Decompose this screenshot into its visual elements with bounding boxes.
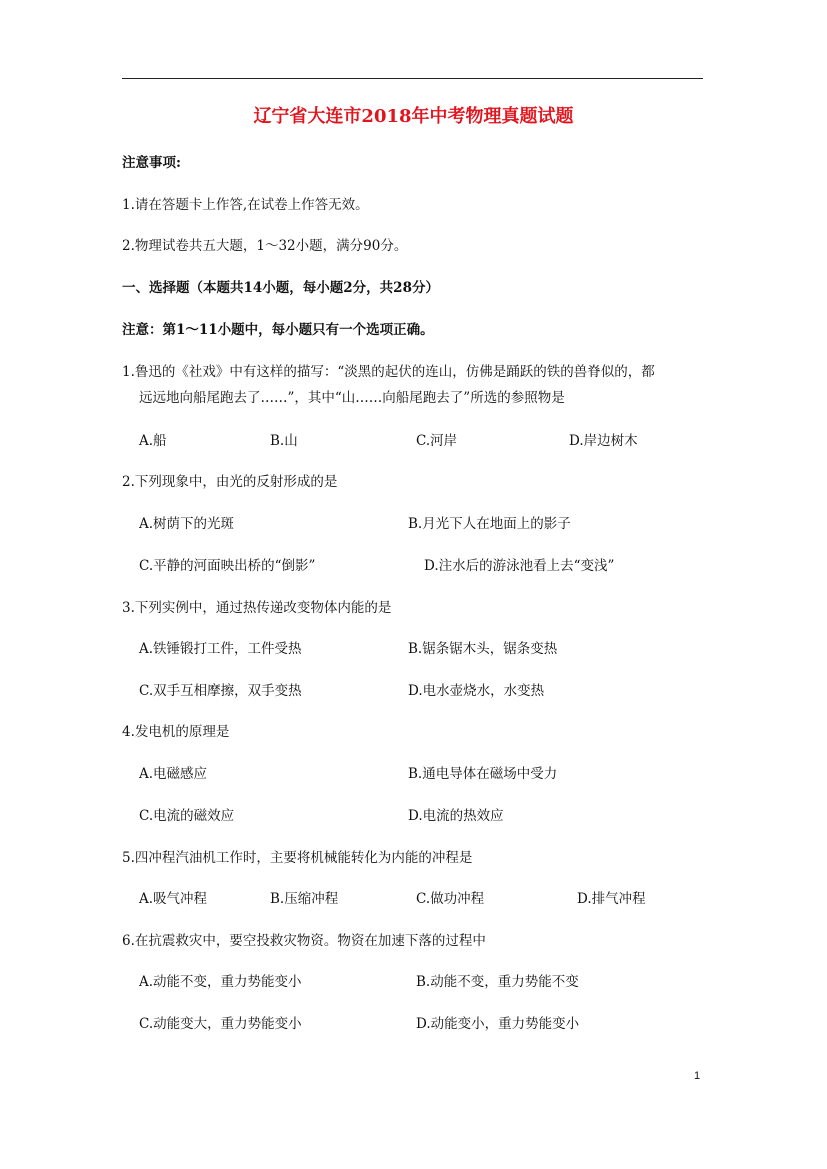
option: C.河岸 <box>416 433 458 449</box>
notice-item: 1.请在答题卡上作答,在试卷上作答无效。 <box>122 197 369 213</box>
option: B.通电导体在磁场中受力 <box>408 766 558 782</box>
option: B.动能不变，重力势能不变 <box>416 974 579 990</box>
option: A.铁锤锻打工件，工件受热 <box>139 641 302 657</box>
option: D.电流的热效应 <box>408 808 504 824</box>
option: D.注水后的游泳池看上去“变浅” <box>424 558 615 574</box>
option: D.排气冲程 <box>577 891 646 907</box>
option: C.电流的磁效应 <box>139 808 235 824</box>
option: A.动能不变，重力势能变小 <box>139 974 302 990</box>
notice-item: 2.物理试卷共五大题，1～32小题，满分90分。 <box>122 238 408 254</box>
option: C.做功冲程 <box>416 891 485 907</box>
option: A.树荫下的光斑 <box>139 516 235 532</box>
question-stem: 2.下列现象中，由光的反射形成的是 <box>122 474 338 490</box>
question-stem: 4.发电机的原理是 <box>122 724 230 740</box>
question-stem: 6.在抗震救灾中，要空投救灾物资。物资在加速下落的过程中 <box>122 933 486 949</box>
header-rule <box>122 78 703 79</box>
option: C.平静的河面映出桥的“倒影” <box>139 558 316 574</box>
option: A.电磁感应 <box>139 766 208 782</box>
option: D.岸边树木 <box>569 433 638 449</box>
question-stem: 1.鲁迅的《社戏》中有这样的描写：“淡黑的起伏的连山，仿佛是踊跃的铁的兽脊似的，都 <box>122 364 655 380</box>
question-stem: 5.四冲程汽油机工作时，主要将机械能转化为内能的冲程是 <box>122 850 473 866</box>
notice-heading: 注意事项: <box>122 155 181 171</box>
option: B.山 <box>270 433 298 449</box>
page-number: 1 <box>694 1070 701 1082</box>
option: C.动能变大，重力势能变小 <box>139 1016 302 1032</box>
option: D.电水壶烧水，水变热 <box>408 683 545 699</box>
option: A.船 <box>139 433 167 449</box>
question-stem: 远远地向船尾跑去了……”，其中“山……向船尾跑去了”所选的参照物是 <box>139 390 565 406</box>
option: B.锯条锯木头，锯条变热 <box>408 641 558 657</box>
question-stem: 3.下列实例中，通过热传递改变物体内能的是 <box>122 600 392 616</box>
option: B.月光下人在地面上的影子 <box>408 516 571 532</box>
option: D.动能变小，重力势能变小 <box>416 1016 580 1032</box>
section-note: 注意：第1～11小题中，每小题只有一个选项正确。 <box>122 322 434 338</box>
page-title: 辽宁省大连市2018年中考物理真题试题 <box>253 106 574 127</box>
option: A.吸气冲程 <box>139 891 208 907</box>
section-heading: 一、选择题（本题共14小题，每小题2分，共28分） <box>122 280 439 296</box>
option: B.压缩冲程 <box>270 891 339 907</box>
option: C.双手互相摩擦，双手变热 <box>139 683 302 699</box>
